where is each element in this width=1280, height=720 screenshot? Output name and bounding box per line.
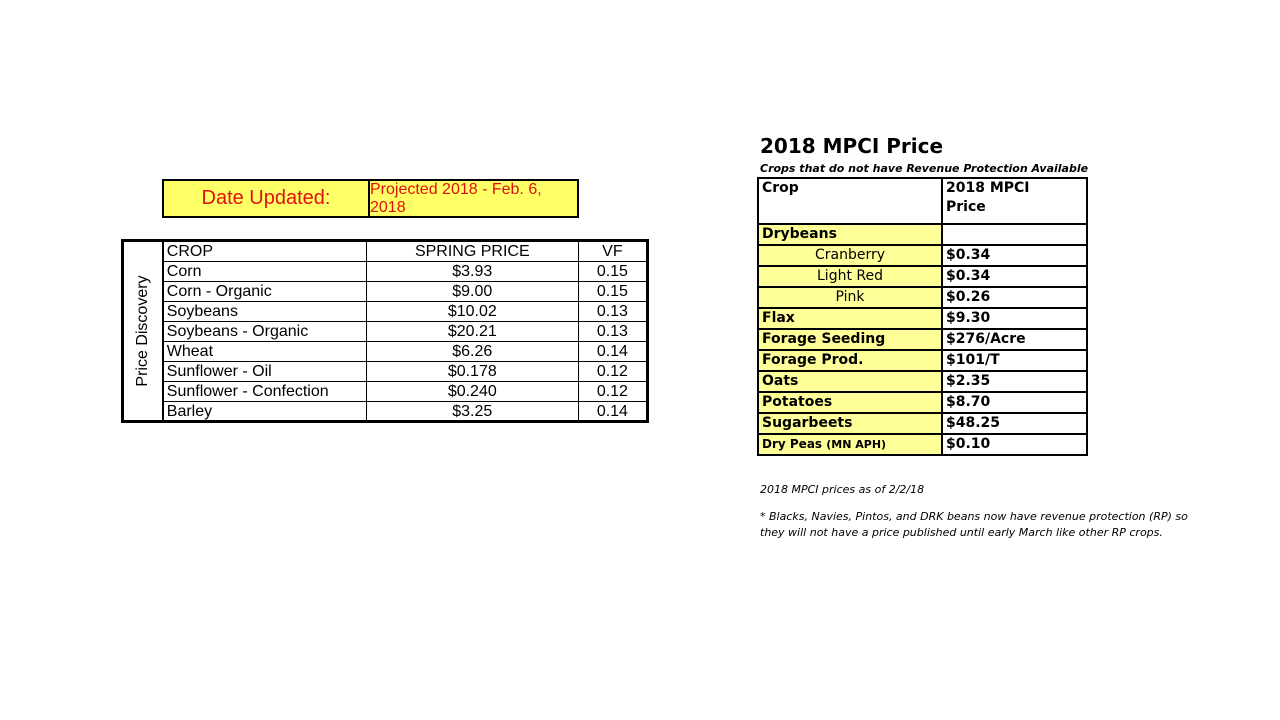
header-spring-price: SPRING PRICE [366, 242, 578, 262]
price-discovery-table [121, 239, 649, 423]
spring-price-cell: $3.25 [366, 402, 578, 422]
crop-cell: Forage Prod. [758, 350, 942, 371]
price-cell: $0.26 [942, 287, 1087, 308]
vf-cell: 0.14 [578, 342, 646, 362]
table-row [758, 224, 1087, 245]
mpci-price-table [757, 177, 1088, 456]
crop-cell: Sugarbeets [758, 413, 942, 434]
crop-cell: Potatoes [758, 392, 942, 413]
spring-price-cell: $3.93 [366, 262, 578, 282]
date-updated-value: Projected 2018 - Feb. 6, 2018 [370, 180, 542, 216]
price-cell: $0.34 [942, 245, 1087, 266]
crop-note: (MN APH) [826, 438, 887, 451]
spring-price-cell: $0.240 [366, 382, 578, 402]
header-mpci-price-line1: 2018 MPCI [946, 180, 1030, 196]
crop-cell: Pink [758, 287, 942, 308]
date-updated-box [162, 179, 579, 218]
crop-cell: Wheat [164, 342, 367, 362]
crop-cell: Soybeans [164, 302, 367, 322]
table-row [164, 342, 646, 362]
crop-cell: Cranberry [758, 245, 942, 266]
vf-cell: 0.12 [578, 382, 646, 402]
table-row [758, 350, 1087, 371]
price-cell: $101/T [942, 350, 1087, 371]
table-row [758, 245, 1087, 266]
mpci-footnote: * Blacks, Navies, Pintos, and DRK beans now have revenue protection (RP) so they will not have a price published until early March like other RP crops. [760, 510, 1188, 539]
table-row [164, 262, 646, 282]
crop-cell: Forage Seeding [758, 329, 942, 350]
crop-cell: Drybeans [758, 224, 942, 245]
table-row [164, 322, 646, 342]
crop-cell: Flax [758, 308, 942, 329]
table-row [758, 329, 1087, 350]
table-row [164, 302, 646, 322]
vf-cell: 0.14 [578, 402, 646, 422]
header-mpci-price [942, 178, 1087, 224]
price-cell [942, 224, 1087, 245]
crop-cell: Barley [164, 402, 367, 422]
price-cell: $2.35 [942, 371, 1087, 392]
spring-price-cell: $20.21 [366, 322, 578, 342]
table-header-row [758, 178, 1087, 224]
header-vf: VF [578, 242, 646, 262]
mpci-subtitle: Crops that do not have Revenue Protection Available [760, 162, 1089, 175]
table-row [758, 266, 1087, 287]
price-discovery-label: Price Discovery [133, 275, 151, 387]
table-row [758, 287, 1087, 308]
crop-name: Dry Peas [762, 437, 823, 451]
mpci-as-of-note: 2018 MPCI prices as of 2/2/18 [760, 483, 925, 496]
date-updated-label: Date Updated: [164, 181, 370, 216]
spring-price-cell: $0.178 [366, 362, 578, 382]
table-row [164, 282, 646, 302]
vf-cell: 0.13 [578, 322, 646, 342]
vf-cell: 0.13 [578, 302, 646, 322]
table-row [758, 434, 1087, 455]
price-cell: $276/Acre [942, 329, 1087, 350]
table-row [164, 382, 646, 402]
table-row [758, 371, 1087, 392]
vf-cell: 0.15 [578, 282, 646, 302]
table-row [758, 308, 1087, 329]
crop-cell: Soybeans - Organic [164, 322, 367, 342]
price-discovery-grid [164, 242, 646, 421]
table-row [758, 413, 1087, 434]
spring-price-cell: $6.26 [366, 342, 578, 362]
crop-cell: Sunflower - Oil [164, 362, 367, 382]
price-cell: $48.25 [942, 413, 1087, 434]
spring-price-cell: $10.02 [366, 302, 578, 322]
price-cell: $0.34 [942, 266, 1087, 287]
table-row [164, 402, 646, 422]
vf-cell: 0.15 [578, 262, 646, 282]
mpci-title: 2018 MPCI Price [760, 134, 944, 158]
table-row [164, 362, 646, 382]
crop-cell: Light Red [758, 266, 942, 287]
price-cell: $9.30 [942, 308, 1087, 329]
header-crop: CROP [164, 242, 367, 262]
price-cell: $0.10 [942, 434, 1087, 455]
crop-cell: Corn [164, 262, 367, 282]
crop-cell [758, 434, 942, 455]
crop-cell: Sunflower - Confection [164, 382, 367, 402]
table-header-row [164, 242, 646, 262]
spring-price-cell: $9.00 [366, 282, 578, 302]
header-crop: Crop [758, 178, 942, 224]
price-discovery-side [124, 242, 164, 420]
header-mpci-price-line2: Price [946, 199, 986, 215]
crop-cell: Corn - Organic [164, 282, 367, 302]
crop-cell: Oats [758, 371, 942, 392]
table-row [758, 392, 1087, 413]
vf-cell: 0.12 [578, 362, 646, 382]
price-cell: $8.70 [942, 392, 1087, 413]
